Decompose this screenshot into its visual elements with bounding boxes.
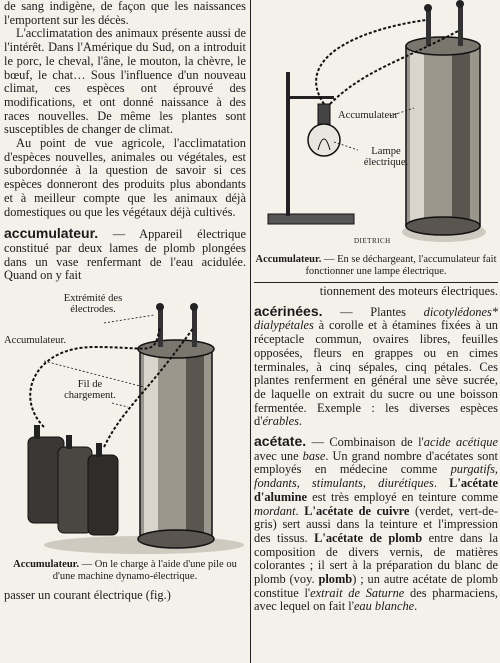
column-divider [250,0,251,663]
paragraph-acclimatation-animaux: L'acclimatation des animaux présente aussi de l'intérêt. Dans l'Amérique du Sud, on a introduit le porc, le cheval, l'âne, le mouton, la chèvre, le bœuf, le chat… Sous l'influence d'un nouveau climat, ces espèces ont éprouvé des modifications, et ont donné naissance à des races nouvelles. De même les plantes sont susceptibles de changer de climat. [4,26,246,137]
label-extremite-electrodes: Extrémité des électrodes. [63,293,123,316]
headword-acetate: acétate. [254,433,307,450]
caption-figure-lampe [254,254,498,278]
figure-accumulateur-lampe [254,0,498,252]
acetate-text-10: des pharmaciens, avec lequel on fait l' [254,585,498,614]
caption-charge-text: — On le charge à l'aide d'une pile ou d'une machine dynamo-électrique. [52,559,237,583]
acetate-italic-2: base [302,448,326,463]
label-accumulateur-right: Accumulateur [338,110,399,121]
acetate-text-9: ) ; un autre acétate de plomb constitue l' [254,572,498,600]
acetate-text-5: est très employé en teinture comme [307,489,498,504]
acetate-text-8: entre dans la composition de divers vernis, de matières colorantes ; il sert à la préparation du blanc de plomb (voy. [254,530,498,587]
left-column [4,0,246,603]
acetate-bold-plomb-ref: plomb [318,572,353,587]
acetate-italic-5: extrait de Saturne [310,585,405,600]
right-column [254,0,498,614]
acerinees-text-3: . [298,414,303,429]
label-accumulateur-left: Accumulateur. [4,335,67,347]
acetate-text-7: (verdet, vert-de-gris) sert aussi dans la teinture et l'impression des tissus. [254,503,498,545]
figure-rule [254,282,498,283]
engraver-signature: DIETRICH [354,237,391,245]
paragraph-indigene: de sang indigène, de façon que les naissances l'emportent sur les décès. [4,0,246,27]
acetate-italic-1: acide acétique [423,435,498,450]
headword-acerinees: acérinées. [254,302,323,319]
label-lampe-electrique: Lampe électrique. [363,146,409,168]
acetate-text-1: — Combinaison de l' [306,435,424,450]
accumulator-charging-illustration [4,287,246,557]
entry-acerinees [254,302,498,429]
acerinees-italic-2: érables [262,414,299,429]
paragraph-cut-bottom: passer un courant électrique (fig.) [4,588,171,603]
acetate-text-6: . [295,503,305,518]
caption-figure-charge [4,559,246,583]
acetate-italic-3: purgatifs, fondants, stimulants, diurétiques [254,462,498,491]
acetate-text-3: . Un grand nombre d'acétates sont employés en médecine comme [254,448,498,477]
entry-accumulateur [4,227,246,283]
caption-lampe-title: Accumulateur. [255,254,322,265]
definition-accumulateur: — Appareil électrique constitué par deux lames de plomb plongées dans un vase renfermant de l'eau acidulée. Quand on y fait [4,227,246,283]
acetate-bold-alumine: L'acétate d'alumine [254,476,498,504]
entry-acetate [254,435,498,614]
label-fil-chargement: Fil de chargement. [64,379,116,402]
caption-lampe-text: — En se déchargeant, l'accumulateur fait fonctionner une lampe électrique. [305,254,497,277]
acetate-text-4: . [433,476,450,491]
acetate-bold-plomb: L'acétate de plomb [314,530,423,545]
acetate-italic-6: eau blanche [353,599,415,614]
acerinees-text-2: à corolle et à étamines fixées à un réceptacle commun, ovaires libres, feuilles opposées, fleurs en grappes ou en cimes terminales, à cinq sépales, cinq pétales. Ces plantes renferment en général une sève sucrée, de laquelle on extrait du sucre ou une boisson fermentée. Exemple : les diverses espèces d' [254,318,498,429]
acetate-italic-4: mordant [254,503,296,518]
acerinees-text-1: — Plantes [322,304,424,319]
paragraph-moteurs-electriques: tionnement des moteurs électriques. [319,284,498,298]
accumulator-lamp-illustration [254,0,498,252]
headword-accumulateur: accumulateur. [4,225,99,242]
caption-charge-title: Accumulateur. [13,559,79,571]
acetate-text-2: avec une [254,448,303,463]
acetate-text-11: . [414,599,418,614]
figure-accumulateur-charge [4,287,246,557]
paragraph-point-de-vue-agricole: Au point de vue agricole, l'acclimatation d'espèces nouvelles, animales ou végétales, est subordonnée à la question de savoir si ces espèces donneront des produits plus abondants et à meilleur compte que les animaux déjà domestiques ou que les végétaux déjà cultivés. [4,136,246,219]
acetate-bold-cuivre: L'acétate de cuivre [304,503,410,518]
acerinees-italic-1: dicotylédones* dialypétales [254,304,498,333]
